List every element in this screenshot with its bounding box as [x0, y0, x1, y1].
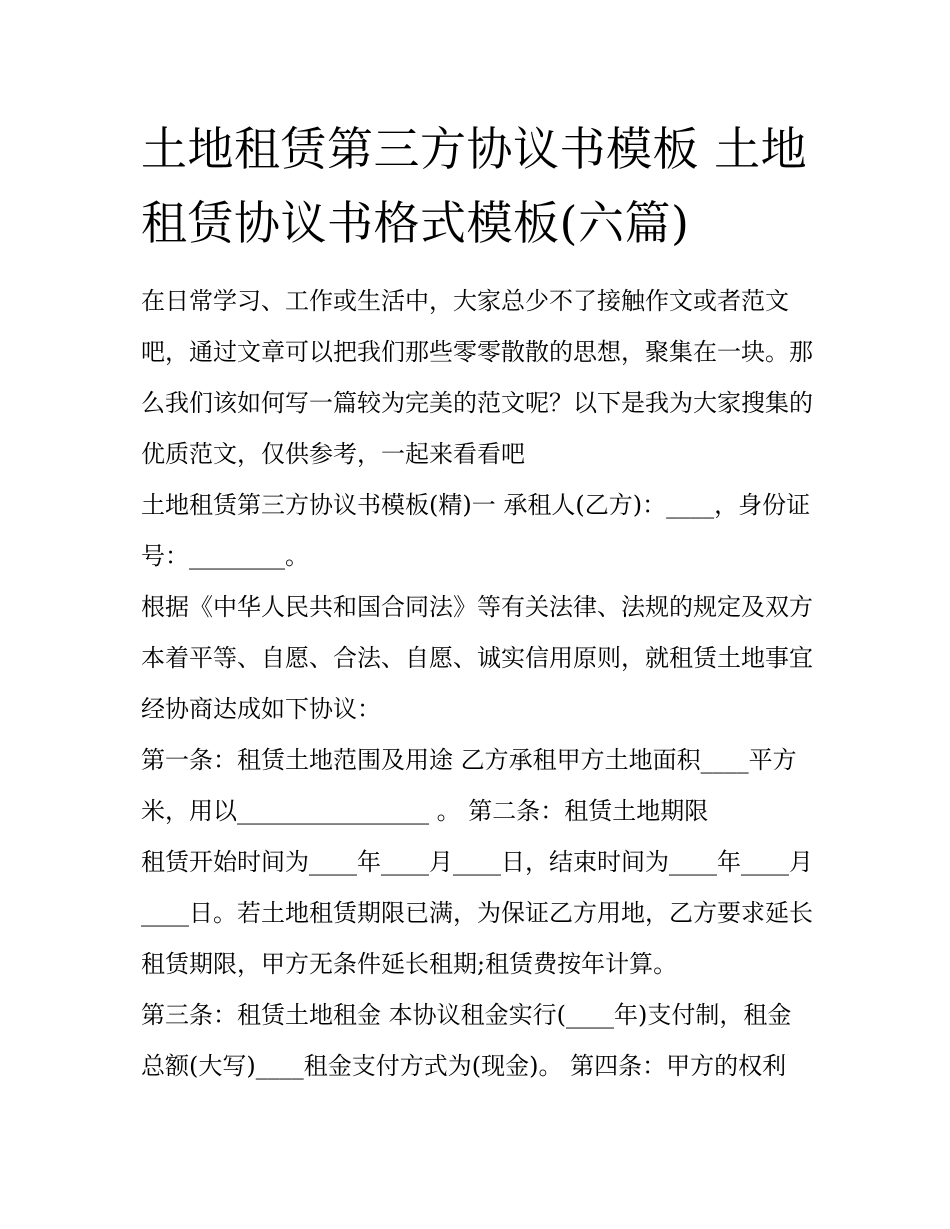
paragraph-legal-basis: 根据《中华人民共和国合同法》等有关法律、法规的规定及双方本着平等、自愿、合法、自愿、诚实信用原则，就租赁土地事宜经协商达成如下协议： [141, 593, 813, 723]
document-title: 土地租赁第三方协议书模板 土地租赁协议书格式模板(六篇) [141, 122, 808, 250]
paragraph-lessee-info: 土地租赁第三方协议书模板(精)一 承租人(乙方)：____，身份证号：________。 [141, 491, 811, 570]
paragraph-article-3: 第三条：租赁土地租金 本协议租金实行(____年)支付制，租金总额(大写)____租金支付方式为(现金)。 第四条：甲方的权利 [141, 1001, 792, 1080]
document-body [141, 112, 813, 1092]
paragraph-article-1: 第一条：租赁土地范围及用途 乙方承租甲方土地面积____平方米，用以________________ 。 第二条：租赁土地期限 [141, 746, 797, 825]
paragraph-intro: 在日常学习、工作或生活中，大家总少不了接触作文或者范文吧，通过文章可以把我们那些零零散散的思想，聚集在一块。那么我们该如何写一篇较为完美的范文呢？以下是我为大家搜集的优质范文，仅供参考，一起来看看吧 [141, 287, 813, 468]
paragraph-lease-term: 租赁开始时间为____年____月____日，结束时间为____年____月____日。若土地租赁期限已满，为保证乙方用地，乙方要求延长租赁期限，甲方无条件延长租期;租赁费按年计算。 [141, 848, 813, 978]
